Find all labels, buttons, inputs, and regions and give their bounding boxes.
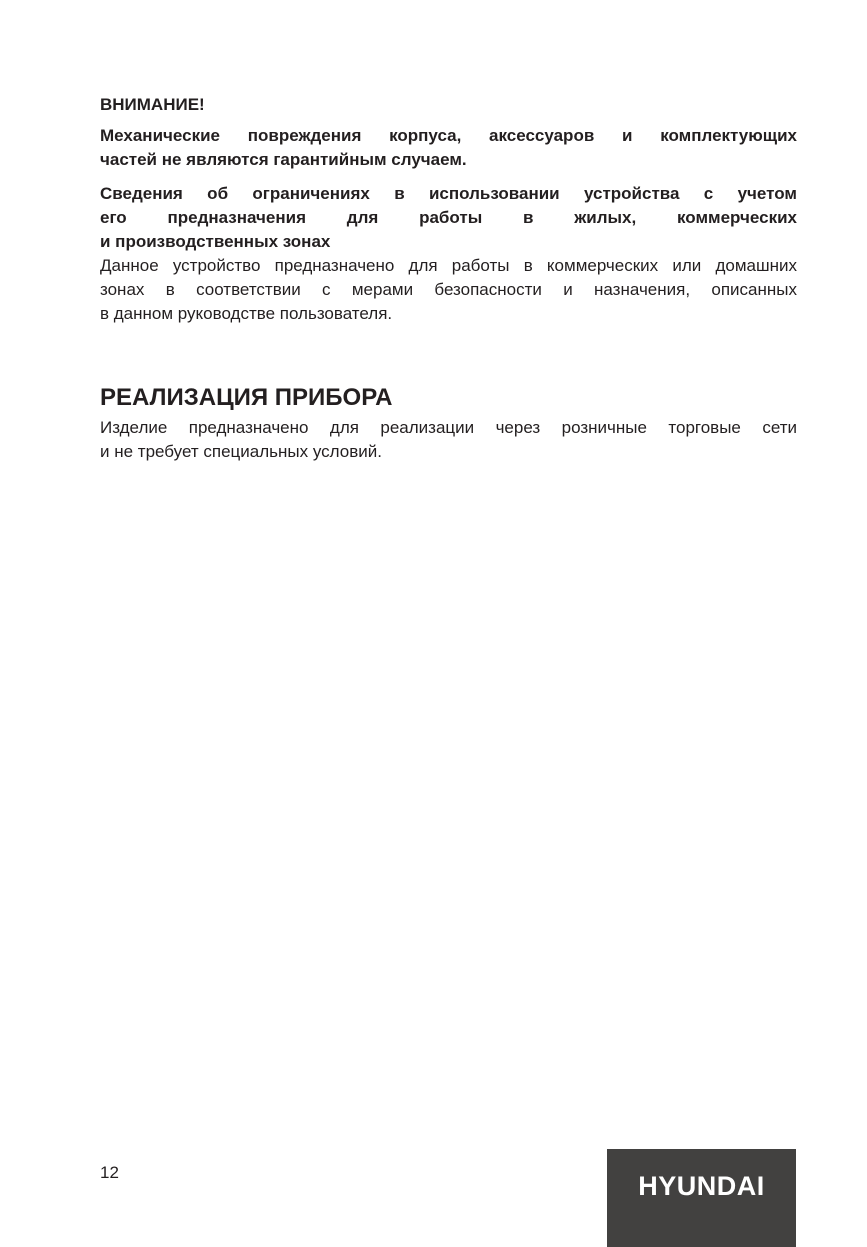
- restrictions-body: [100, 254, 797, 326]
- warning-title-block: [100, 93, 797, 117]
- text-line: Изделие предназначено для реализации через розничные торговые сети: [100, 418, 797, 437]
- text-line: Данное устройство предназначено для работы в коммерческих или домашних: [100, 256, 797, 275]
- warning-paragraph: [100, 124, 797, 172]
- sale-body: [100, 416, 797, 464]
- brand-logo-text: HYUNDAI: [638, 1171, 765, 1201]
- warning-title: ВНИМАНИЕ!: [100, 95, 205, 114]
- text-line: зонах в соответствии с мерами безопасности и назначения, описанных: [100, 280, 797, 299]
- text-line: частей не являются гарантийным случаем.: [100, 150, 467, 169]
- restrictions-heading: [100, 182, 797, 254]
- sale-heading: РЕАЛИЗАЦИЯ ПРИБОРА: [100, 384, 393, 411]
- text-line: и производственных зонах: [100, 232, 331, 251]
- text-line: и не требует специальных условий.: [100, 442, 382, 461]
- text-line: Механические повреждения корпуса, аксессуаров и комплектующих: [100, 126, 797, 145]
- text-line: Сведения об ограничениях в использовании устройства с учетом: [100, 184, 797, 203]
- page-number: 12: [100, 1163, 119, 1182]
- text-line: в данном руководстве пользователя.: [100, 304, 393, 323]
- text-line: его предназначения для работы в жилых, коммерческих: [100, 208, 797, 227]
- brand-logo: [607, 1149, 796, 1247]
